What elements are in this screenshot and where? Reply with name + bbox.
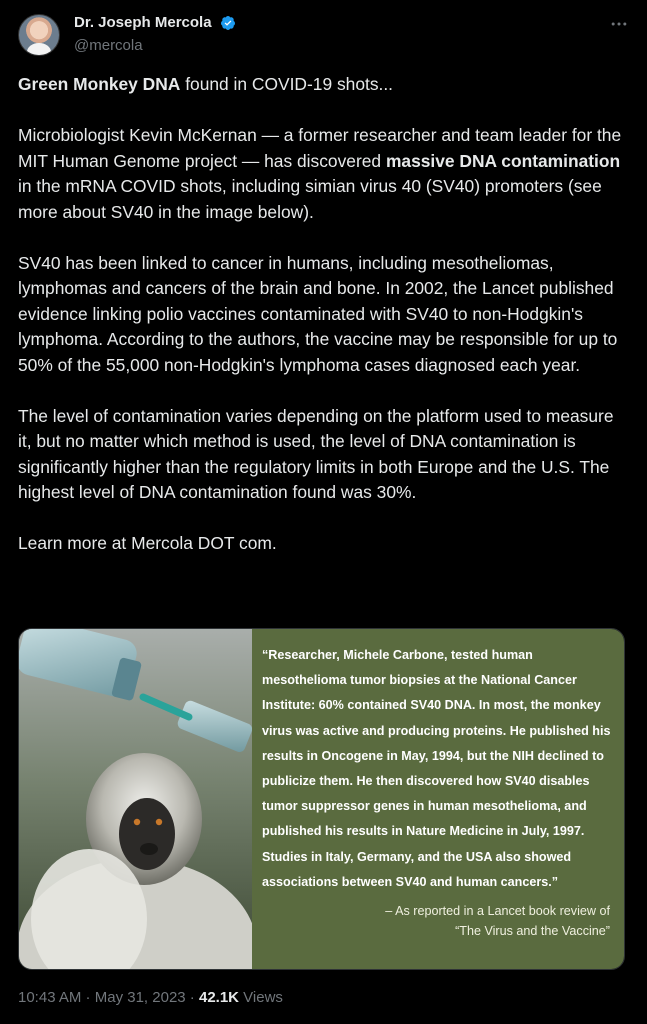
attribution-line-2: “The Virus and the Vaccine” <box>455 924 610 939</box>
more-options-icon[interactable] <box>609 14 629 34</box>
verified-badge-icon <box>220 15 236 31</box>
tweet-paragraph-1 <box>18 72 630 98</box>
tweet-meta <box>18 989 283 1006</box>
tweet-paragraph-2 <box>18 123 630 225</box>
tweet-p2-part-a: Microbiologist Kevin McKernan — a former researcher and team leader for the MIT Human Genome project — has discovered <box>18 125 622 171</box>
meta-separator: · <box>185 989 199 1006</box>
attribution-line-1: – As reported in a Lancet book review of <box>385 904 610 919</box>
tweet-p2-part-b: in the mRNA COVID shots, including simian virus 40 (SV40) promoters (see more about SV40 in the image below). <box>18 176 602 222</box>
tweet-time[interactable]: 10:43 AM <box>18 989 82 1006</box>
avatar[interactable] <box>18 14 60 56</box>
tweet-date[interactable]: May 31, 2023 <box>94 989 186 1006</box>
quote-attribution <box>262 901 614 941</box>
author-name[interactable]: Dr. Joseph Mercola <box>74 14 212 32</box>
photo-illustration <box>19 629 252 969</box>
tweet-media[interactable] <box>18 628 625 970</box>
views-label: Views <box>239 989 283 1006</box>
lancet-quote: “Researcher, Michele Carbone, tested human mesothelioma tumor biopsies at the National Cancer Institute: 60% contained SV40 DNA. In most, the monkey virus was active and producing proteins. He published his results in Oncogene in May, 1994, but the NIH declined to publicize them. He then discovered how SV40 disables tumor suppressor genes in human mesothelioma, and published his results in Nature Medicine in July, 1997. Studies in Italy, Germany, and the USA also showed associations between SV40 and human cancers.” <box>262 648 611 889</box>
monkey-vaccine-photo <box>19 629 252 969</box>
meta-separator: · <box>81 989 95 1006</box>
tweet-paragraph-4: The level of contamination varies depending on the platform used to measure it, but no matter which method is used, the level of DNA contamination is significantly higher than the regulatory limits in both Europe and the U.S. The highest level of DNA contamination found was 30%. <box>18 405 614 502</box>
tweet-header <box>18 12 629 60</box>
tweet-p2-bold: massive DNA contamination <box>385 150 621 171</box>
tweet-headline-bold: Green Monkey DNA <box>18 74 181 94</box>
views-count[interactable]: 42.1K <box>198 989 240 1006</box>
author-info <box>74 14 236 54</box>
tweet-headline-rest: found in COVID-19 shots... <box>180 74 394 94</box>
tweet-paragraph-5: Learn more at Mercola DOT com. <box>18 533 277 553</box>
tweet-paragraph-3: SV40 has been linked to cancer in humans, including mesotheliomas, lymphomas and cancers of the brain and bone. In 2002, the Lancet published evidence linking polio vaccines contaminated with SV40 to non-Hodgkin's lymphoma. According to the authors, the vaccine may be responsible for up to 50% of the 55,000 non-Hodgkin's lymphoma cases diagnosed each year. <box>18 252 618 375</box>
quote-panel <box>252 629 624 969</box>
tweet-text <box>18 72 630 582</box>
author-handle[interactable]: @mercola <box>74 37 143 54</box>
